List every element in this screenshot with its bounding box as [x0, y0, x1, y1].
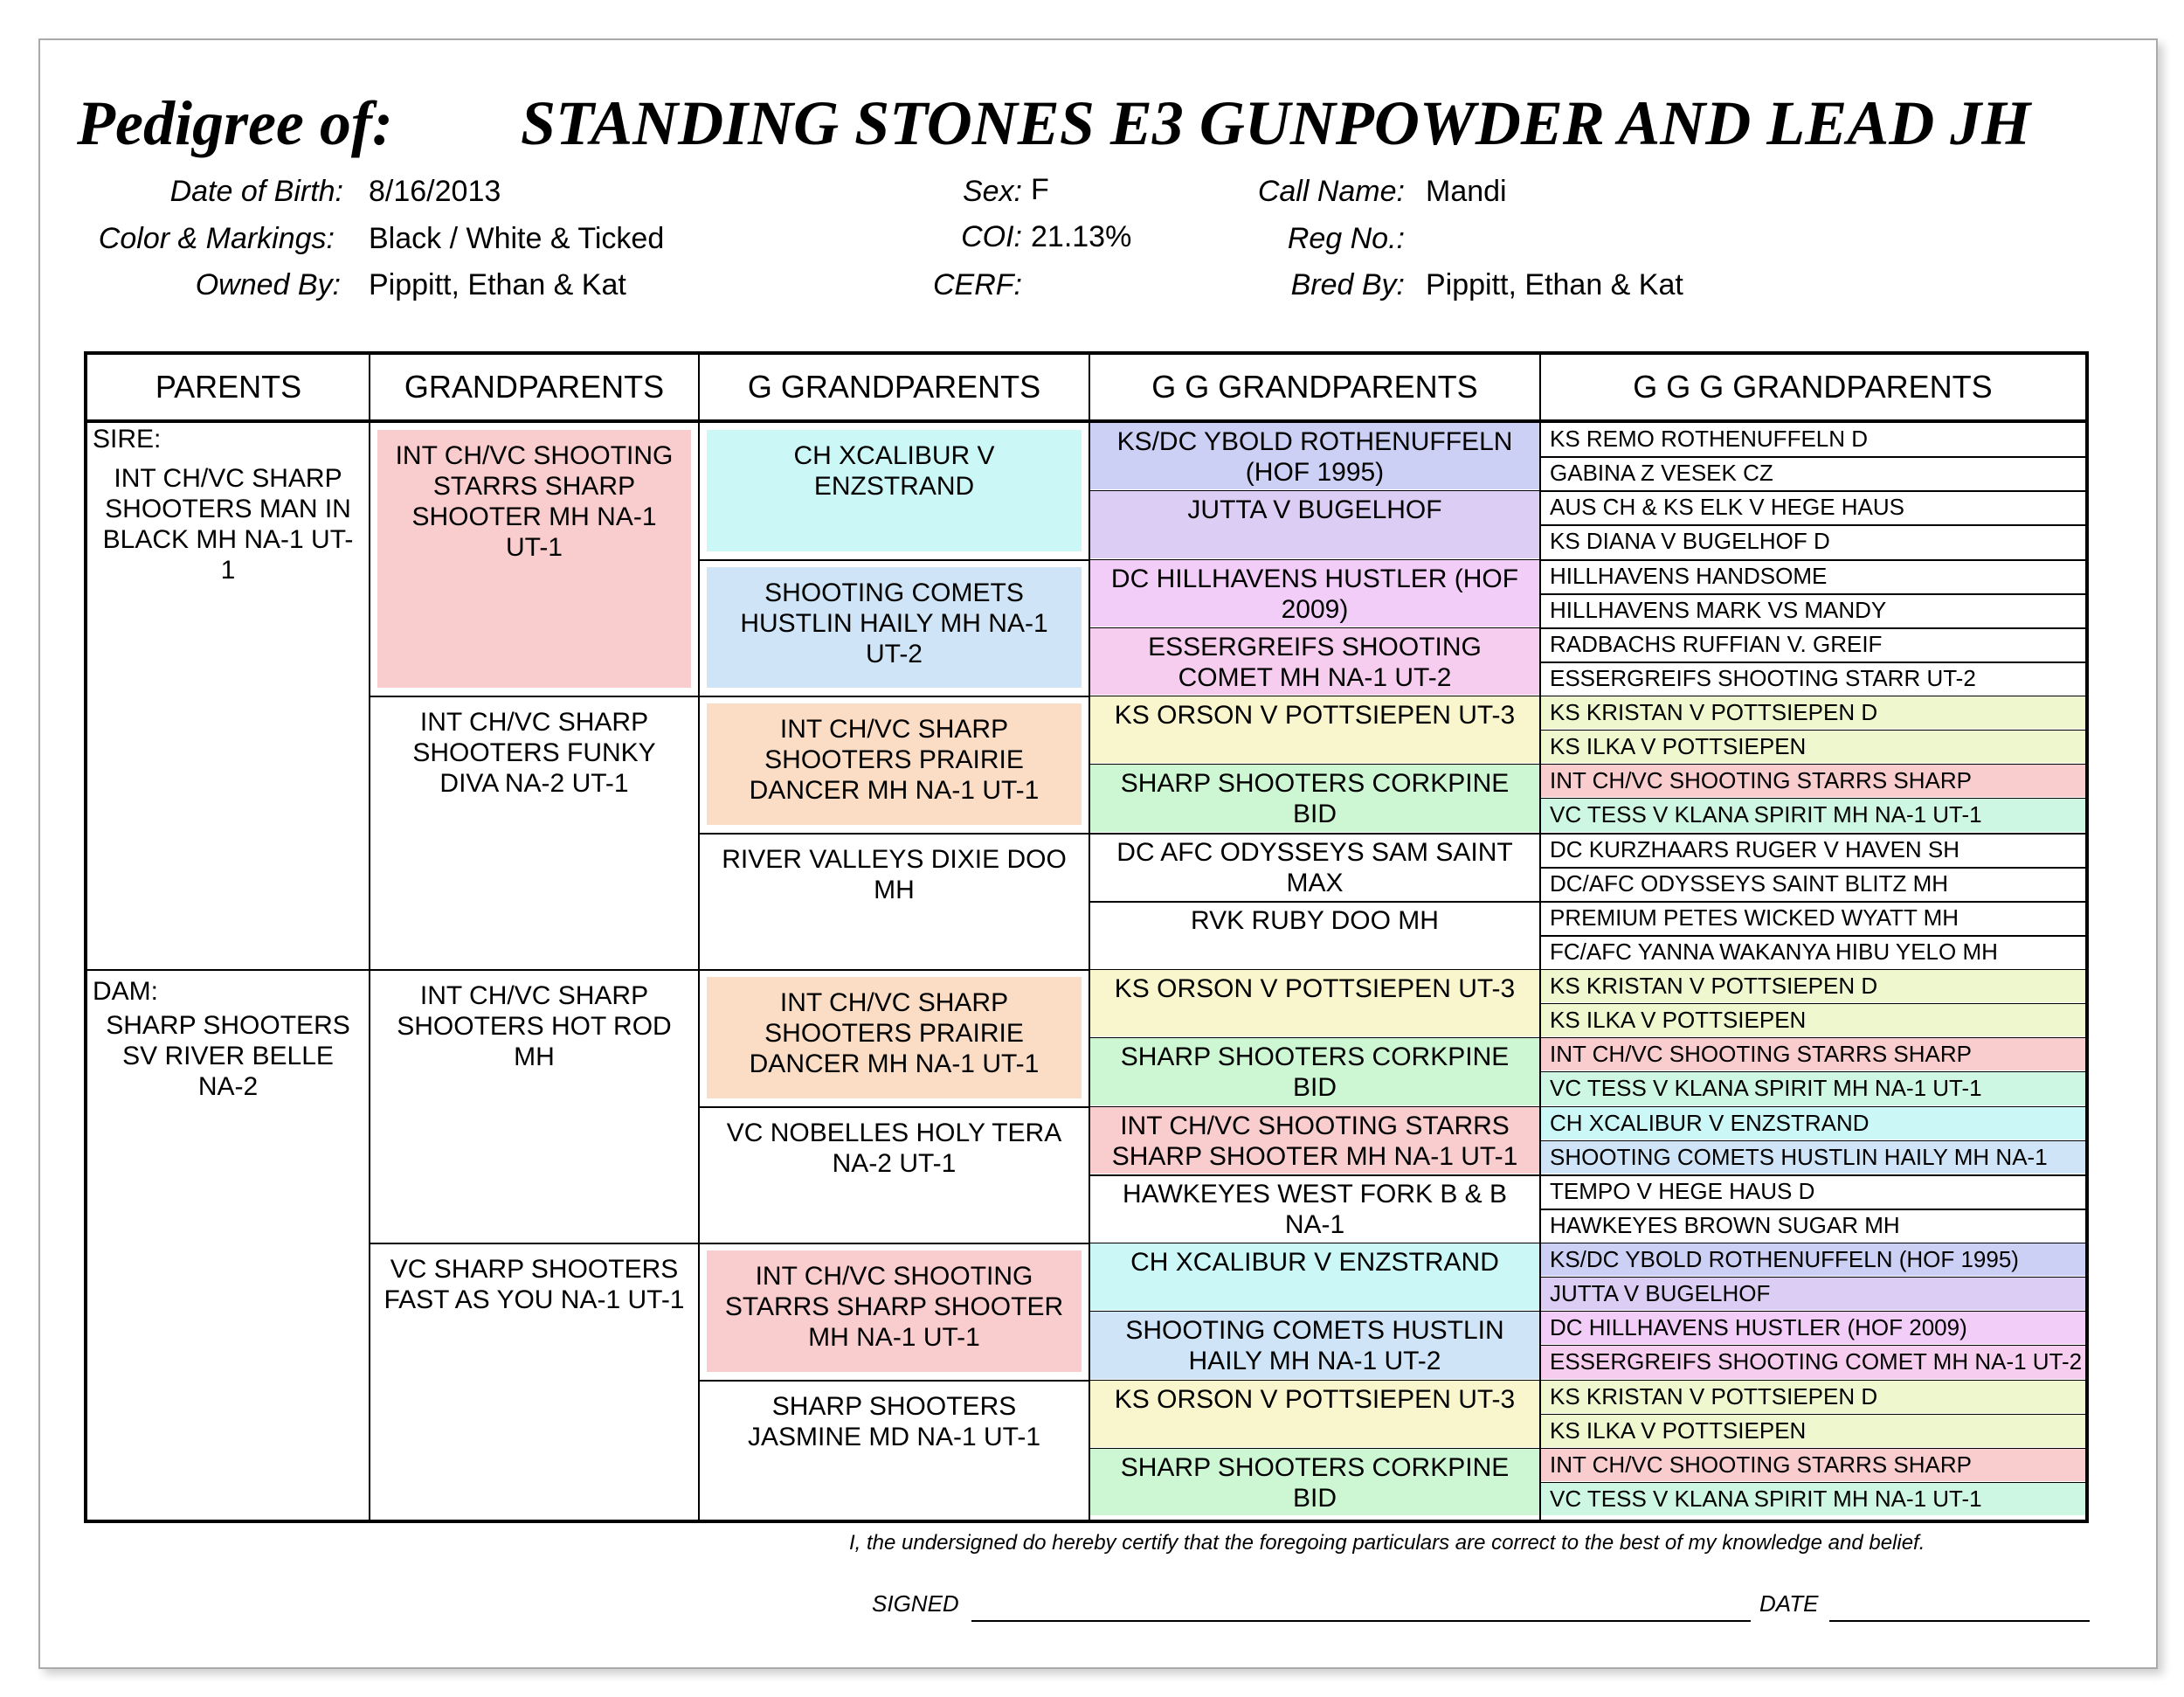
- gg-grandparent-cell: CH XCALIBUR V ENZSTRAND: [1090, 1243, 1539, 1310]
- ggg-grandparent-cell: PREMIUM PETES WICKED WYATT MH: [1550, 904, 1959, 931]
- ggg-grandparent-cell: ESSERGREIFS SHOOTING STARR UT-2: [1550, 664, 1976, 691]
- header-parents: PARENTS: [87, 355, 370, 423]
- ggg-grandparent-cell: KS ILKA V POTTSIEPEN: [1541, 1415, 2085, 1447]
- ggg-grandparent-cell: CH XCALIBUR V ENZSTRAND: [1541, 1107, 2085, 1139]
- ggg-grandparent-cell: FC/AFC YANNA WAKANYA HIBU YELO MH: [1550, 938, 1998, 965]
- owned-value: Pippitt, Ethan & Kat: [369, 268, 626, 301]
- gg-grandparent-cell: KS ORSON V POTTSIEPEN UT-3: [1090, 1381, 1539, 1447]
- ggg-grandparent-cell: KS/DC YBOLD ROTHENUFFELN (HOF 1995): [1541, 1243, 2085, 1276]
- gg-grandparent-cell: SHARP SHOOTERS CORKPINE BID: [1090, 1038, 1539, 1105]
- gg-grandparent-cell: INT CH/VC SHOOTING STARRS SHARP SHOOTER MH NA-1 UT-1: [1090, 1107, 1539, 1174]
- reg-no-label: Reg No.:: [1287, 222, 1405, 255]
- ggg-grandparent-cell: DC KURZHAARS RUGER V HAVEN SH: [1550, 835, 1960, 862]
- gg-grandparent-cell: SHARP SHOOTERS CORKPINE BID: [1090, 1449, 1539, 1515]
- gg-grandparent-cell: SHOOTING COMETS HUSTLIN HAILY MH NA-1 UT-2: [1090, 1312, 1539, 1378]
- row-divider: [87, 969, 369, 971]
- grandparent-cell: INT CH/VC SHARP SHOOTERS HOT ROD MH: [397, 981, 672, 1071]
- g-grandparent-cell: INT CH/VC SHOOTING STARRS SHARP SHOOTER MH NA-1 UT-1: [707, 1250, 1082, 1372]
- g-grandparent-cell: INT CH/VC SHARP SHOOTERS PRAIRIE DANCER MH NA-1 UT-1: [707, 703, 1082, 825]
- g-grandparent-cell: SHARP SHOOTERS JASMINE MD NA-1 UT-1: [747, 1391, 1041, 1451]
- row-divider: [700, 969, 1089, 971]
- header-g-grandparents: G GRANDPARENTS: [699, 355, 1089, 423]
- grandparent-cell: INT CH/VC SHOOTING STARRS SHARP SHOOTER MH NA-1 UT-1: [377, 430, 691, 688]
- coi-label: COI:: [961, 220, 1022, 253]
- dam-label: DAM:: [93, 977, 158, 1006]
- header-grandparents: GRANDPARENTS: [370, 355, 699, 423]
- gg-grandparent-cell: DC HILLHAVENS HUSTLER (HOF 2009): [1090, 560, 1539, 627]
- signature-line[interactable]: [971, 1620, 1751, 1622]
- ggg-grandparent-cell: KS DIANA V BUGELHOF D: [1550, 528, 1830, 555]
- call-name-value: Mandi: [1426, 175, 1507, 208]
- color-label: Color & Markings:: [98, 222, 335, 255]
- ggg-grandparent-cell: HAWKEYES BROWN SUGAR MH: [1550, 1211, 1900, 1238]
- ggg-grandparent-cell: KS KRISTAN V POTTSIEPEN D: [1541, 1381, 2085, 1413]
- ggg-grandparent-cell: VC TESS V KLANA SPIRIT MH NA-1 UT-1: [1541, 1483, 2085, 1515]
- header-ggg-grandparents: G G G GRANDPARENTS: [1540, 355, 2085, 423]
- g-grandparent-cell: RIVER VALLEYS DIXIE DOO MH: [722, 844, 1067, 904]
- ggg-grandparent-cell: KS KRISTAN V POTTSIEPEN D: [1541, 696, 2085, 729]
- signed-label: SIGNED: [872, 1590, 959, 1617]
- bred-by-label: Bred By:: [1290, 268, 1405, 301]
- owned-label: Owned By:: [195, 268, 341, 301]
- dob-label: Date of Birth:: [169, 175, 343, 208]
- color-value: Black / White & Ticked: [369, 222, 665, 255]
- ggg-grandparent-cell: SHOOTING COMETS HUSTLIN HAILY MH NA-1: [1541, 1141, 2085, 1174]
- g-grandparent-cell: SHOOTING COMETS HUSTLIN HAILY MH NA-1 UT-2: [707, 567, 1082, 689]
- g-grandparent-cell: CH XCALIBUR V ENZSTRAND: [707, 430, 1082, 551]
- dob-value: 8/16/2013: [369, 175, 501, 208]
- gg-grandparent-cell: SHARP SHOOTERS CORKPINE BID: [1090, 765, 1539, 831]
- grandparent-cell: INT CH/VC SHARP SHOOTERS FUNKY DIVA NA-2 UT-1: [412, 708, 656, 798]
- cerf-label: CERF:: [933, 268, 1022, 301]
- row-divider: [700, 696, 1089, 697]
- gg-grandparent-cell: RVK RUBY DOO MH: [1191, 905, 1439, 935]
- parent-cell: INT CH/VC SHARP SHOOTERS MAN IN BLACK MH NA-1 UT-1: [102, 464, 354, 585]
- gg-grandparent-cell: KS/DC YBOLD ROTHENUFFELN (HOF 1995): [1090, 423, 1539, 489]
- gg-grandparent-cell: KS ORSON V POTTSIEPEN UT-3: [1090, 696, 1539, 763]
- gg-grandparent-cell: ESSERGREIFS SHOOTING COMET MH NA-1 UT-2: [1090, 628, 1539, 695]
- ggg-grandparent-cell: TEMPO V HEGE HAUS D: [1550, 1177, 1815, 1204]
- ggg-grandparent-cell: KS ILKA V POTTSIEPEN: [1541, 1004, 2085, 1036]
- ggg-grandparent-cell: JUTTA V BUGELHOF: [1541, 1278, 2085, 1310]
- coi-value: 21.13%: [1031, 220, 1132, 253]
- ggg-grandparent-cell: INT CH/VC SHOOTING STARRS SHARP: [1541, 1449, 2085, 1481]
- ggg-grandparent-cell: RADBACHS RUFFIAN V. GREIF: [1550, 630, 1883, 657]
- row-divider: [700, 559, 1089, 561]
- grandparent-cell: VC SHARP SHOOTERS FAST AS YOU NA-1 UT-1: [384, 1255, 685, 1314]
- ggg-grandparent-cell: VC TESS V KLANA SPIRIT MH NA-1 UT-1: [1541, 1072, 2085, 1105]
- ggg-grandparent-cell: HILLHAVENS HANDSOME: [1550, 562, 1828, 589]
- sex-label: Sex:: [962, 175, 1022, 208]
- ggg-grandparent-cell: ESSERGREIFS SHOOTING COMET MH NA-1 UT-2: [1541, 1346, 2085, 1378]
- sire-label: SIRE:: [93, 425, 162, 454]
- header-gg-grandparents: G G GRANDPARENTS: [1089, 355, 1540, 423]
- ggg-grandparent-cell: KS ILKA V POTTSIEPEN: [1541, 731, 2085, 763]
- pedigree-table: [84, 351, 2089, 1523]
- ggg-grandparent-cell: DC HILLHAVENS HUSTLER (HOF 2009): [1541, 1312, 2085, 1344]
- date-label: DATE: [1759, 1590, 1819, 1617]
- ggg-grandparent-cell: GABINA Z VESEK CZ: [1550, 460, 1773, 487]
- parent-cell: SHARP SHOOTERS SV RIVER BELLE NA-2: [106, 1011, 350, 1101]
- gg-grandparent-cell: DC AFC ODYSSEYS SAM SAINT MAX: [1116, 837, 1513, 897]
- gg-grandparent-cell: HAWKEYES WEST FORK B & B NA-1: [1122, 1179, 1508, 1239]
- title-prefix: Pedigree of:: [77, 88, 393, 158]
- g-grandparent-cell: INT CH/VC SHARP SHOOTERS PRAIRIE DANCER MH NA-1 UT-1: [707, 977, 1082, 1098]
- ggg-grandparent-cell: VC TESS V KLANA SPIRIT MH NA-1 UT-1: [1541, 799, 2085, 831]
- row-divider: [700, 1243, 1089, 1244]
- ggg-grandparent-cell: AUS CH & KS ELK V HEGE HAUS: [1550, 494, 1905, 521]
- ggg-grandparent-cell: DC/AFC ODYSSEYS SAINT BLITZ MH: [1550, 869, 1949, 897]
- ggg-grandparent-cell: INT CH/VC SHOOTING STARRS SHARP: [1541, 765, 2085, 797]
- g-grandparent-cell: VC NOBELLES HOLY TERA NA-2 UT-1: [726, 1118, 1062, 1178]
- ggg-grandparent-cell: HILLHAVENS MARK VS MANDY: [1550, 596, 1887, 623]
- call-name-label: Call Name:: [1257, 175, 1405, 208]
- certification-text: I, the undersigned do hereby certify that the foregoing particulars are correct to the best of my knowledge and belief.: [849, 1531, 1925, 1555]
- gg-grandparent-cell: JUTTA V BUGELHOF: [1090, 491, 1539, 558]
- dog-name: STANDING STONES E3 GUNPOWDER AND LEAD JH: [521, 88, 2031, 158]
- ggg-grandparent-cell: KS REMO ROTHENUFFELN D: [1550, 426, 1869, 452]
- ggg-grandparent-cell: KS KRISTAN V POTTSIEPEN D: [1541, 970, 2085, 1002]
- bred-by-value: Pippitt, Ethan & Kat: [1426, 268, 1683, 301]
- gg-grandparent-cell: KS ORSON V POTTSIEPEN UT-3: [1090, 970, 1539, 1036]
- sex-value: F: [1031, 173, 1049, 206]
- date-line[interactable]: [1829, 1620, 2090, 1622]
- ggg-grandparent-cell: INT CH/VC SHOOTING STARRS SHARP: [1541, 1038, 2085, 1070]
